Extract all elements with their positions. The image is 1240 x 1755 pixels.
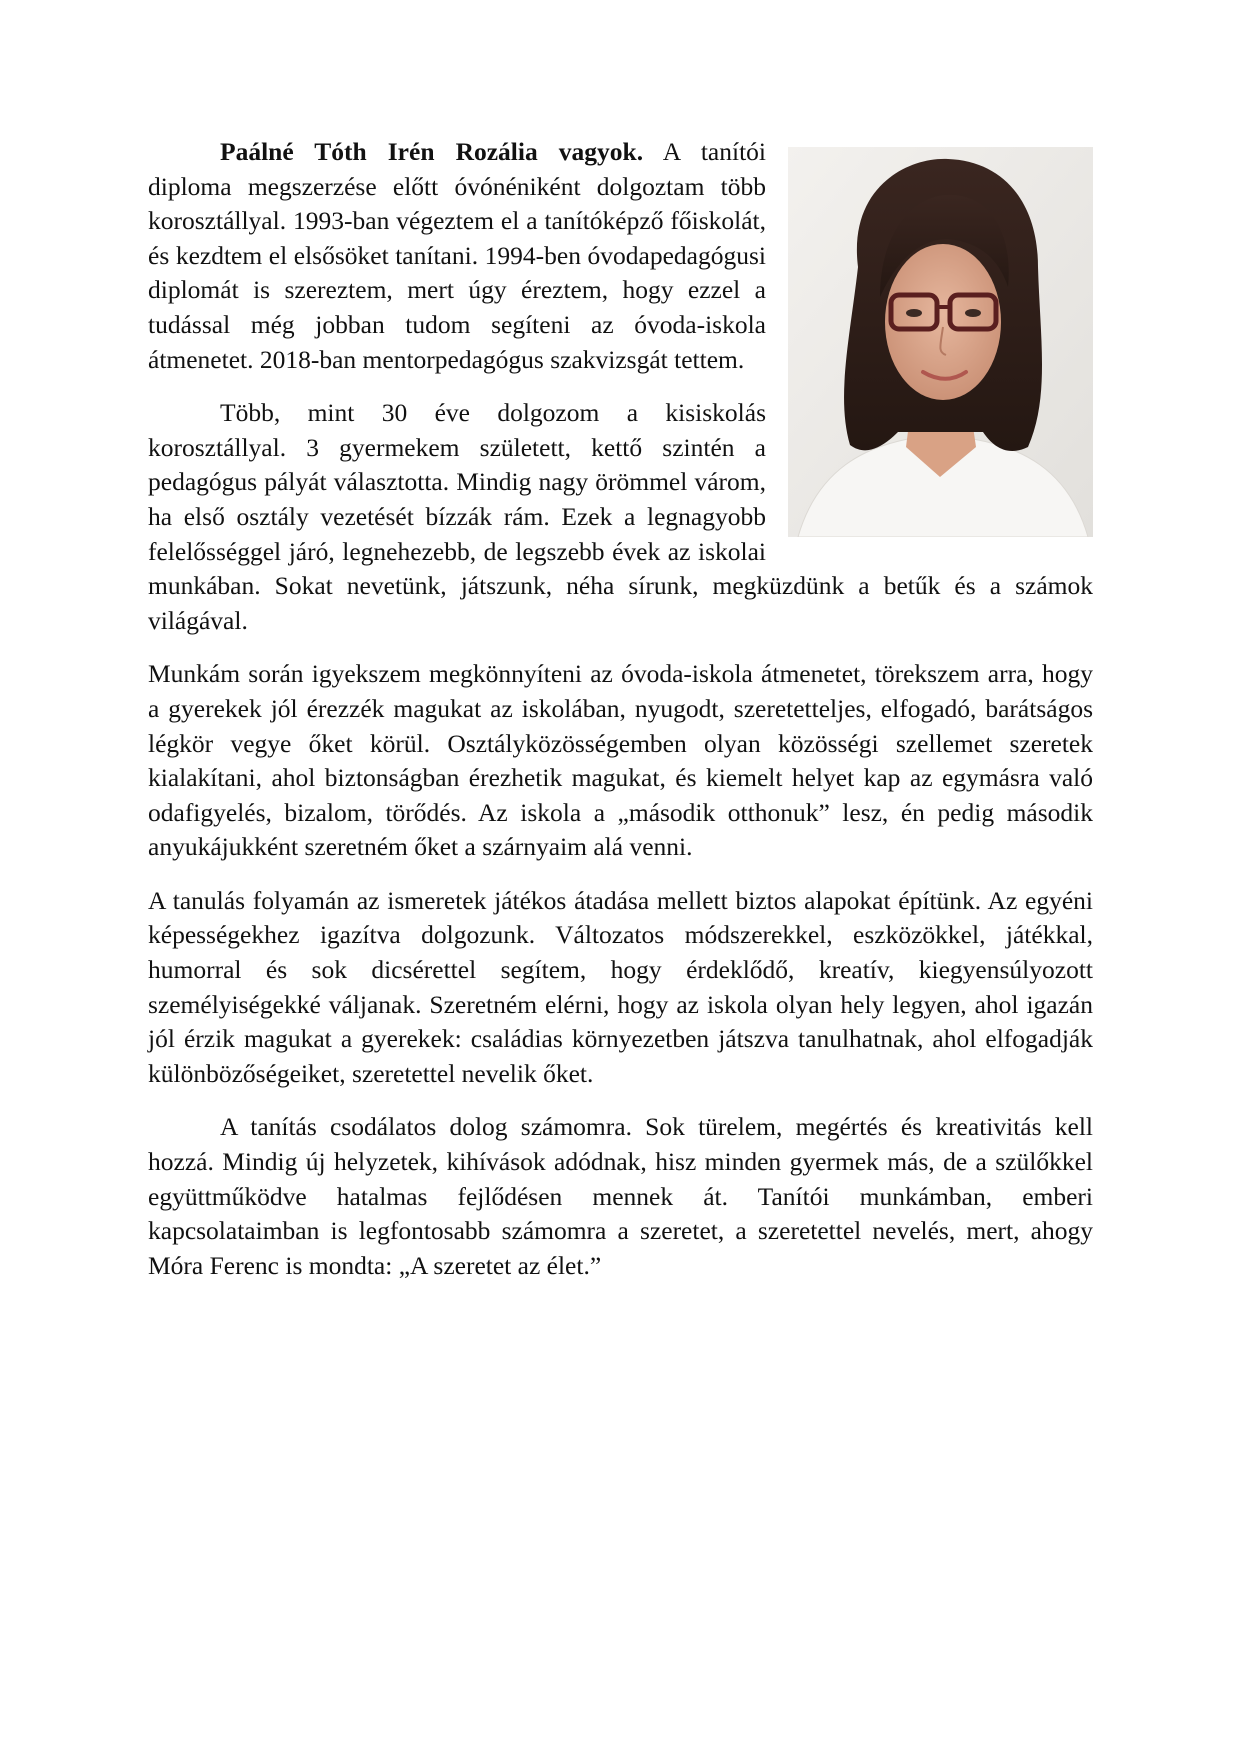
author-name-lead: Paálné Tóth Irén Rozália vagyok. (220, 137, 644, 166)
paragraph-1-text: A tanítói diploma megszerzése előtt óvónéniként dolgoztam több korosztállyal. 1993-ban végeztem el a tanítóképző főiskolát, és kezdtem el elsősöket tanítani. 1994-ben óvodapedagógusi diplomát is szereztem, mert úgy éreztem, hogy ezzel a tudással még jobban tudom segíteni az óvoda-iskola átmenetet. 2018-ban mentorpedagógus szakvizsgát tettem. (148, 137, 766, 374)
portrait-photo (788, 147, 1093, 537)
paragraph-3: Munkám során igyekszem megkönnyíteni az óvoda-iskola átmenetet, törekszem arra, hogy a gyerekek jól érezzék magukat az iskolában, nyugodt, szeretetteljes, elfogadó, barátságos légkör vegye őket körül. Osztályközösségemben olyan közösségi szellemet szeretek kialakítani, ahol biztonságban érezhetik magukat, és kiemelt helyet kap az egymásra való odafigyelés, bizalom, törődés. Az iskola a „második otthonuk” lesz, én pedig második anyukájukként szeretném őket a szárnyaim alá venni. (148, 659, 1093, 862)
paragraph-2: Több, mint 30 éve dolgozom a kisiskolás korosztállyal. 3 gyermekem született, kettő szintén a pedagógus pályát választotta. Mindig nagy örömmel várom, ha első osztály vezetését bízzák rám. Ezek a legnagyobb felelősséggel járó, legnehezebb, de legszebb évek az iskolai munkában. Sokat nevetünk, játszunk, néha sírunk, megküzdünk a betűk és a számok világával. (148, 398, 1093, 635)
paragraph-5: A tanítás csodálatos dolog számomra. Sok türelem, megértés és kreativitás kell hozzá. Mindig új helyzetek, kihívások adódnak, hisz minden gyermek más, de a szülőkkel együttműködve hatalmas fejlődésen mennek át. Tanítói munkámban, emberi kapcsolataimban is legfontosabb számomra a szeretet, a szeretettel nevelés, mert, ahogy Móra Ferenc is mondta: „A szeretet az élet.” (148, 1112, 1093, 1280)
document-body (148, 135, 1093, 1302)
paragraph-4: A tanulás folyamán az ismeretek játékos átadása mellett biztos alapokat építünk. Az egyéni képességekhez igazítva dolgozunk. Változatos módszerekkel, eszközökkel, játékkal, humorral és sok dicsérettel segítem, hogy érdeklődő, kreatív, kiegyensúlyozott személyiségekké váljanak. Szeretném elérni, hogy az iskola olyan hely legyen, ahol igazán jól érzik magukat a gyerekek: családias környezetben játszva tanulhatnak, ahol elfogadják különbözőségeiket, szeretettel nevelik őket. (148, 885, 1093, 1088)
